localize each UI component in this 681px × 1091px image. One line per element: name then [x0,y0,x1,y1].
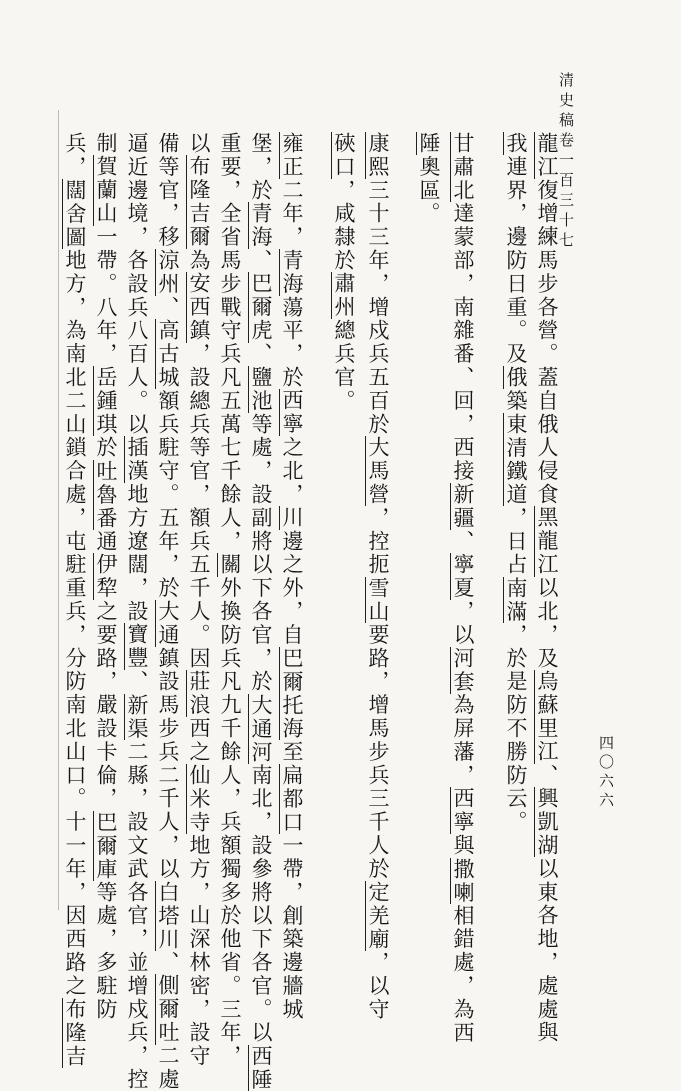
text-segment: 額兵駐守。五年，於 [156,389,180,601]
proper-noun-mark: 巴爾托海 [280,646,304,741]
proper-noun-mark: 涼州 [156,249,180,296]
text-segment: 、 [451,529,475,554]
text-column-5 [363,132,393,1021]
text-column-2 [501,132,531,834]
proper-noun-mark: 伊犂 [94,553,118,601]
text-segment: 二縣，設文武各官，並增戍兵，控 [125,740,149,1091]
text-column-13 [91,132,121,1021]
text-segment: 備等官，移 [156,132,180,249]
proper-noun-mark: 肅州 [332,272,356,320]
running-header: 清史稿卷一百三十七 [557,72,575,252]
text-segment: ，於是防不勝防云。 [504,623,528,835]
text-segment: 、 [249,249,273,273]
proper-noun-mark: 大通河 [249,693,273,764]
text-segment: 重要，全省馬步戰守兵凡五萬七千餘人， [218,132,242,554]
proper-noun-mark: 寧夏 [451,553,475,601]
text-segment: 築 [504,389,528,413]
proper-noun-mark: 巴爾庫 [94,810,118,881]
text-segment: 二年， [280,178,304,250]
page-number: 四〇六六 [597,735,615,811]
proper-noun-mark: 闊舍圖 [63,178,87,250]
text-segment: 要路，增馬步兵三千人於 [366,623,390,881]
text-segment: ，控扼 [366,506,390,577]
proper-noun-mark: 西陲 [249,1044,273,1091]
text-segment: 、 [156,295,180,320]
text-segment: 一帶，創築邊牆城 [280,834,304,1022]
proper-noun-mark: 川 [280,506,304,530]
text-segment: 以北，及 [535,576,559,671]
proper-noun-mark: 吐魯番 [94,459,118,530]
text-column-1 [532,132,562,1045]
text-segment: 、 [535,763,559,788]
text-segment: 、 [125,670,149,694]
proper-noun-mark: 布隆吉 [63,997,87,1069]
text-column-10 [184,132,214,1068]
text-column-8 [246,132,276,1091]
proper-noun-mark: 側爾吐 [156,974,180,1045]
proper-noun-mark: 硤口 [332,132,356,179]
proper-noun-mark: 岳鍾琪 [94,366,118,437]
text-segment: 逼近邊境，各設兵八百人。以 [125,132,149,437]
proper-noun-mark: 定羌廟 [366,880,390,952]
text-segment: 地方遼闊，設 [125,483,149,624]
text-segment: 、 [249,342,273,367]
text-segment: 與 [451,834,475,858]
text-column-4 [414,132,444,226]
proper-noun-mark: 我 [504,132,528,156]
text-segment: 以東各地，處處與 [535,857,559,1045]
proper-noun-mark: 白塔川 [156,880,180,952]
proper-noun-mark: 康熙 [366,132,390,179]
proper-noun-mark: 鹽池 [249,366,273,413]
proper-noun-mark: 插漢 [125,436,149,484]
text-segment: 制 [94,132,118,156]
text-segment: 奧區。 [417,155,441,226]
proper-noun-mark: 大馬營 [366,436,390,507]
text-segment: 復增練馬步各營。蓋自俄人侵食 [535,178,559,507]
text-segment: 、 [156,951,180,975]
proper-noun-mark: 撒喇 [451,857,475,905]
proper-noun-mark: 河套 [451,646,475,694]
text-segment: 蕩平，於 [280,295,304,390]
proper-noun-mark: 扁都口 [280,763,304,835]
proper-noun-mark: 高古城 [156,319,180,390]
proper-noun-mark: 青海 [249,202,273,250]
text-column-11 [153,132,183,1091]
text-segment: 一帶。八年， [94,225,118,367]
proper-noun-mark: 南滿 [504,576,528,624]
proper-noun-mark: 烏蘇里江 [535,670,559,764]
text-column-3 [448,132,478,1045]
text-segment: 為 [187,249,211,273]
text-column-6 [329,132,359,413]
proper-noun-mark: 西寧 [451,787,475,835]
margin-line [58,110,59,910]
text-segment: 三十三年，增戍兵五百於 [366,178,390,437]
text-segment: 西之 [187,717,211,764]
text-segment: 地方，山深林密，設守 [187,834,211,1069]
text-segment: 通 [94,529,118,554]
proper-noun-mark: 東清鐵道 [504,412,528,507]
proper-noun-mark: 莊浪 [187,670,211,718]
proper-noun-mark: 安西鎮 [187,272,211,343]
proper-noun-mark: 龍江 [535,132,559,179]
proper-noun-mark: 新疆 [451,483,475,530]
proper-noun-mark: 興凱湖 [535,787,559,858]
text-segment: 以 [187,132,211,156]
text-segment: 為屏藩， [451,693,475,788]
text-segment: 二處 [156,1044,180,1091]
proper-noun-mark: 大通 [156,600,180,647]
text-segment: 之要路，嚴設卡倫， [94,600,118,811]
proper-noun-mark: 雪山 [366,576,390,624]
text-column-12 [122,132,152,1091]
proper-noun-mark: 黑龍江 [535,506,559,577]
text-segment: 等處，設副將以下各官，於 [249,412,273,694]
text-segment: 南北，設參將以下各官。以 [249,763,273,1045]
text-segment: 達蒙部，南雜番、回，西接 [451,202,475,484]
text-segment: 於 [94,436,118,460]
proper-noun-mark: 巴爾虎 [249,272,273,343]
text-segment: 至 [280,740,304,764]
text-segment: 相錯處，為西 [451,904,475,1045]
text-segment: 鎮設馬步兵二千人，以 [156,646,180,881]
text-segment: ，設總兵等官，額兵五千人。因 [187,342,211,671]
proper-noun-mark: 青海 [280,249,304,296]
proper-noun-mark: 寶豐 [125,623,149,671]
text-column-14 [60,132,90,1068]
proper-noun-mark: 陲 [417,132,441,156]
text-column-9 [215,132,245,1068]
proper-noun-mark: 甘肅北 [451,132,475,203]
text-segment: 地方，為南北二山鎖合處，屯駐重兵，分防南北山口。十一年，因西路之 [63,249,87,998]
text-segment: 邊之外，自 [280,529,304,647]
proper-noun-mark: 布隆吉爾 [187,155,211,250]
proper-noun-mark: 俄 [504,366,528,390]
proper-noun-mark: 新渠 [125,693,149,741]
text-segment: ，咸隸於 [332,178,356,273]
text-column-7 [277,132,307,1021]
text-segment: 兵， [63,132,87,179]
proper-noun-mark: 關 [218,553,242,577]
text-segment: 之北， [280,436,304,507]
text-segment: 堡，於 [249,132,273,203]
text-segment: 外換防兵凡九千餘人，兵額獨多於他省。三年， [218,576,242,1069]
text-segment: ，以守 [366,951,390,1022]
text-segment: 總兵官。 [332,319,356,413]
text-segment: ，日占 [504,506,528,577]
text-segment: ，以 [451,600,475,647]
text-segment: 等處，多駐防 [94,880,118,1022]
proper-noun-mark: 西寧 [280,389,304,437]
proper-noun-mark: 賀蘭山 [94,155,118,226]
text-segment: 連界，邊防日重。及 [504,155,528,367]
proper-noun-mark: 仙米寺 [187,763,211,835]
proper-noun-mark: 雍正 [280,132,304,179]
